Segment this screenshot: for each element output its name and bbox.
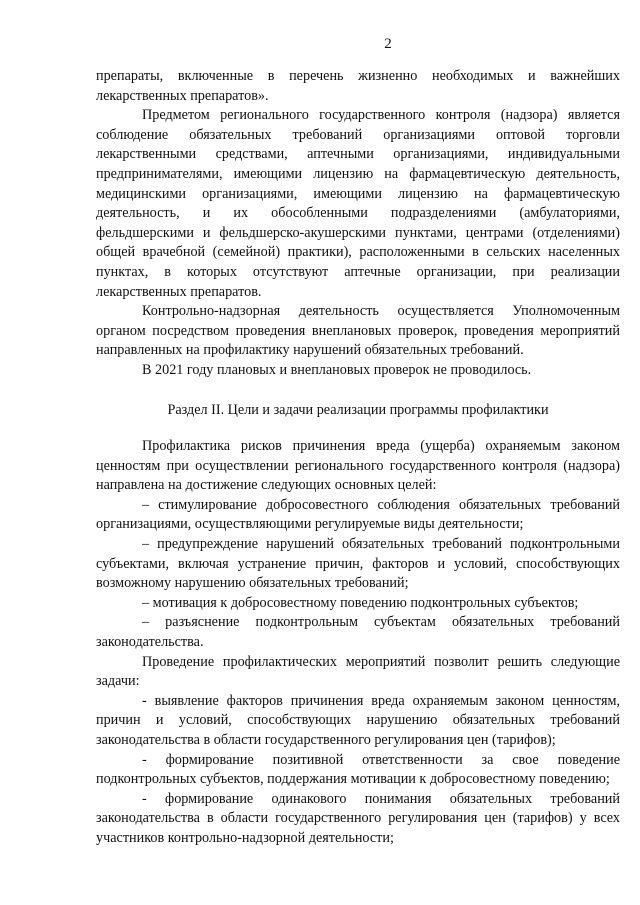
paragraph-top-1: препараты, включенные в перечень жизненно необходимых и важнейших лекарственных препаратов».: [96, 68, 620, 104]
paragraph-goals-intro: Профилактика рисков причинения вреда (ущерба) охраняемым законом ценностям при осуществлении регионального государственного контроля (надзора) направлена на достижение следующих основных целей:: [96, 438, 620, 494]
document-body: [96, 67, 620, 849]
goal-item-2: – предупреждение нарушений обязательных требований подконтрольными субъектами, включая устранение причин, факторов и условий, способствующих возможному нарушению обязательных требований;: [96, 536, 620, 592]
goal-item-3: – мотивация к добросовестному поведению подконтрольных субъектов;: [142, 594, 579, 611]
paragraph-top-3: Контрольно-надзорная деятельность осуществляется Уполномоченным органом посредством проведения внеплановых проверок, проведения мероприятий направленных на профилактику нарушений обязательных требований.: [96, 303, 620, 359]
paragraph-tasks-intro: Проведение профилактических мероприятий позволит решить следующие задачи:: [96, 653, 620, 690]
paragraph-top-4: В 2021 году плановых и внеплановых проверок не проводилось.: [142, 361, 532, 378]
task-item-2: - формирование позитивной ответственности за свое поведение подконтрольных субъектов, поддержания мотивации к добросовестному поведению;: [96, 751, 620, 788]
goal-item-1: – стимулирование добросовестного соблюдения обязательных требований организациями, осуществляющими регулируемые виды деятельности;: [96, 496, 620, 533]
task-item-3: - формирование одинакового понимания обязательных требований законодательства в области государственного регулирования цен (тарифов) у всех участников контрольно-надзорной деятельности;: [96, 790, 620, 846]
page-number: 2: [384, 36, 392, 52]
goal-item-4: – разъяснение подконтрольным субъектам обязательных требований законодательства.: [96, 614, 620, 651]
paragraph-top-2: Предметом регионального государственного контроля (надзора) является соблюдение обязательных требований организациями оптовой торговли лекарственными средствами, аптечными организациями, индивидуальными предпринимателями, имеющими лицензию на фармацевтическую деятельность, медицинскими организациями, имеющими лицензию на фармацевтическую деятельность, и их обособленными подразделениями (амбулаториями, фельдшерскими и фельдшерско-акушерскими пунктами, центрами (отделениями) общей врачебной (семейной) практики), расположенными в сельских населенных пунктах, в которых отсутствуют аптечные организации, при реализации лекарственных препаратов.: [96, 107, 620, 300]
section-heading: Раздел II. Цели и задачи реализации программы профилактики: [167, 401, 549, 418]
task-item-1: - выявление факторов причинения вреда охраняемым законом ценностям, причин и условий, способствующих нарушению обязательных требований законодательства в области государственного регулирования цен (тарифов);: [96, 692, 620, 748]
